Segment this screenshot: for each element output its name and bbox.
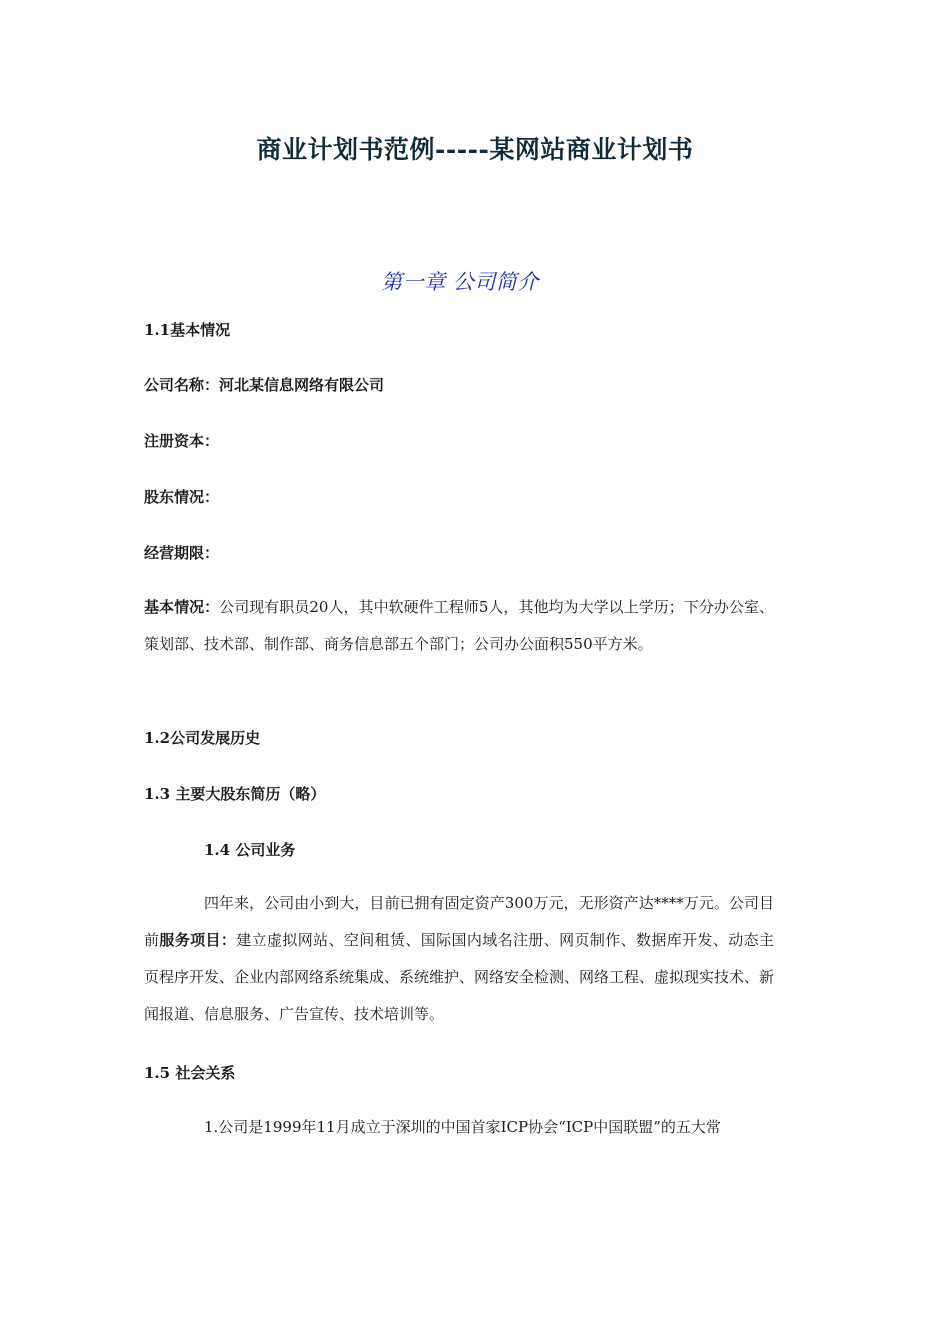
business-term-label: 经营期限：	[144, 544, 220, 562]
company-name-line	[144, 375, 384, 395]
section-heading-1-4: 1.4 公司业务	[204, 841, 296, 859]
business-text-1: 四年来，公司由小到大，目前已拥有固定资产300万元，无形资产达****万元。公司目前	[144, 894, 774, 949]
section-heading-1-2: 1.2公司发展历史	[144, 729, 261, 747]
section-heading-1-3: 1.3 主要大股东简历（略）	[144, 785, 326, 803]
chapter-heading: 第一章 公司简介	[381, 270, 539, 294]
shareholders-label: 股东情况：	[144, 488, 220, 506]
service-items-label: 服务项目：	[159, 931, 237, 949]
section-heading-1-5: 1.5 社会关系	[144, 1064, 236, 1082]
social-paragraph: 1.公司是1999年11月成立于深圳的中国首家ICP协会“ICP中国联盟”的五大常	[204, 1118, 721, 1136]
business-paragraph	[144, 885, 774, 1033]
section-heading-1-1: 1.1基本情况	[144, 321, 231, 339]
basic-info-label: 基本情况：	[144, 598, 220, 616]
business-text-2: 建立虚拟网站、空间租赁、国际国内域名注册、网页制作、数据库开发、动态主页程序开发、企业内部网络系统集成、系统维护、网络安全检测、网络工程、虚拟现实技术、新闻报道、信息服务、广告宣传、技术培训等。	[144, 931, 775, 1023]
company-name-label: 公司名称：	[144, 376, 220, 394]
document-title: 商业计划书范例-----某网站商业计划书	[256, 135, 694, 164]
registered-capital-label: 注册资本：	[144, 432, 220, 450]
company-name-value: 河北某信息网络有限公司	[219, 376, 385, 394]
basic-info-text: 公司现有职员20人，其中软硬件工程师5人，其他均为大学以上学历；下分办公室、策划部、技术部、制作部、商务信息部五个部门；公司办公面积550平方米。	[144, 598, 774, 653]
basic-info-paragraph	[144, 589, 774, 663]
